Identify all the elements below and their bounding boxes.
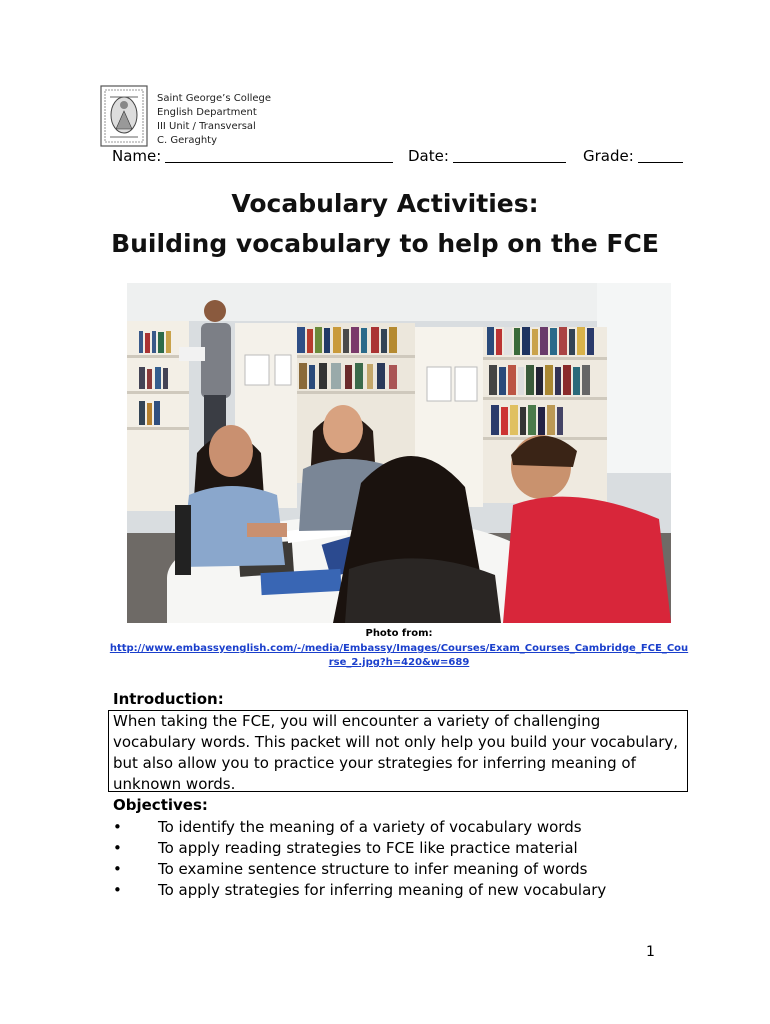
photo-source-link[interactable]: http://www.embassyenglish.com/-/media/Embassy/Images/Courses/Exam_Courses_Cambridge_FCE_Course_2.jpg?h=420&w=689 bbox=[109, 643, 689, 668]
bullet-icon: • bbox=[113, 881, 122, 899]
unit-name: III Unit / Transversal bbox=[157, 121, 256, 132]
list-item bbox=[113, 817, 673, 838]
grade-label: Grade: bbox=[583, 147, 634, 165]
introduction-box bbox=[108, 710, 688, 792]
introduction-heading: Introduction: bbox=[113, 690, 224, 708]
page-title: Vocabulary Activities: bbox=[231, 189, 539, 218]
objective-text: To examine sentence structure to infer meaning of words bbox=[158, 860, 588, 878]
introduction-text: When taking the FCE, you will encounter a variety of challenging vocabulary words. This packet will not only help you build your vocabulary, but also allow you to practice your strategies for inferring meaning of unknown words. bbox=[113, 712, 679, 793]
date-field[interactable] bbox=[408, 147, 566, 165]
list-item bbox=[113, 859, 673, 880]
school-info bbox=[157, 92, 271, 148]
library-photo bbox=[127, 283, 671, 623]
department-name: English Department bbox=[157, 107, 257, 118]
grade-blank[interactable] bbox=[638, 147, 683, 163]
student-fields bbox=[112, 147, 692, 169]
date-blank[interactable] bbox=[453, 147, 566, 163]
grade-field[interactable] bbox=[583, 147, 683, 165]
objective-text: To apply strategies for inferring meaning of new vocabulary bbox=[158, 881, 607, 899]
objectives-heading: Objectives: bbox=[113, 796, 208, 814]
page-subtitle: Building vocabulary to help on the FCE bbox=[111, 229, 659, 258]
school-crest-logo bbox=[100, 85, 148, 147]
name-field[interactable] bbox=[112, 147, 393, 165]
bullet-icon: • bbox=[113, 860, 122, 878]
date-label: Date: bbox=[408, 147, 449, 165]
bullet-icon: • bbox=[113, 839, 122, 857]
objective-text: To apply reading strategies to FCE like practice material bbox=[158, 839, 578, 857]
objectives-list bbox=[113, 817, 673, 901]
page-number: 1 bbox=[646, 944, 655, 960]
list-item bbox=[113, 880, 673, 901]
bullet-icon: • bbox=[113, 818, 122, 836]
photo-caption-label: Photo from: bbox=[365, 628, 433, 639]
objective-text: To identify the meaning of a variety of vocabulary words bbox=[158, 818, 582, 836]
name-blank[interactable] bbox=[165, 147, 393, 163]
list-item bbox=[113, 838, 673, 859]
school-name: Saint George’s College bbox=[157, 93, 272, 104]
teacher-name: C. Geraghty bbox=[157, 135, 218, 146]
name-label: Name: bbox=[112, 147, 162, 165]
